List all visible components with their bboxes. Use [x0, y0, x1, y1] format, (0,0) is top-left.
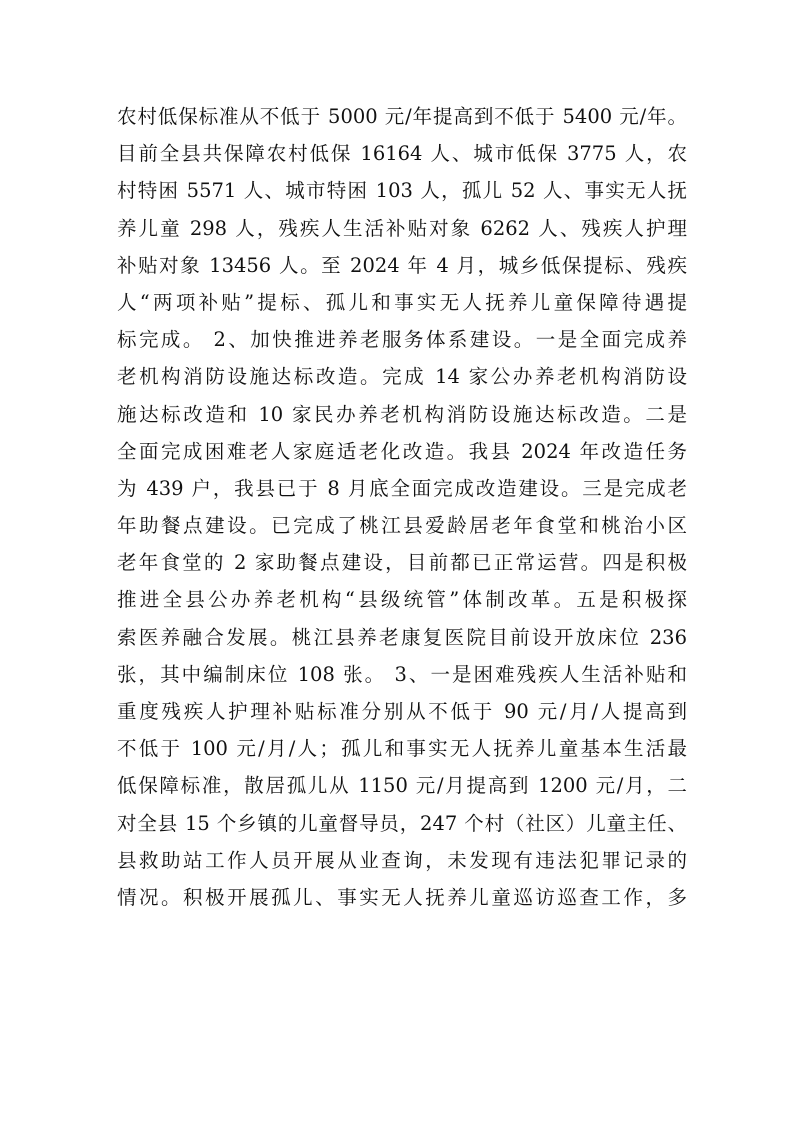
text-line: 情况。积极开展孤儿、事实无人抚养儿童巡访巡查工作，多 — [117, 885, 687, 909]
text-line: 索医养融合发展。桃江县养老康复医院目前设开放床位 236 — [117, 625, 687, 649]
text-line: 目前全县共保障农村低保 16164 人、城市低保 3775 人，农 — [117, 142, 687, 166]
text-line: 全面完成困难老人家庭适老化改造。我县 2024 年改造任务 — [117, 439, 687, 463]
text-line: 人“两项补贴”提标、孤儿和事实无人抚养儿童保障待遇提 — [117, 290, 687, 314]
text-line: 施达标改造和 10 家民办养老机构消防设施达标改造。二是 — [117, 402, 687, 426]
text-line: 农村低保标准从不低于 5000 元/年提高到不低于 5400 元/年。 — [117, 105, 687, 128]
text-line: 补贴对象 13456 人。至 2024 年 4 月，城乡低保提标、残疾 — [117, 253, 687, 277]
text-line: 县救助站工作人员开展从业查询，未发现有违法犯罪记录的 — [117, 848, 687, 872]
text-line: 低保障标准，散居孤儿从 1150 元/月提高到 1200 元/月，二 — [117, 774, 687, 798]
text-line: 重度残疾人护理补贴标准分别从不低于 90 元/月/人提高到 — [117, 700, 687, 723]
text-line: 不低于 100 元/月/人；孤儿和事实无人抚养儿童基本生活最 — [117, 737, 687, 761]
text-line: 对全县 15 个乡镇的儿童督导员，247 个村（社区）儿童主任、 — [117, 811, 687, 835]
text-line: 老年食堂的 2 家助餐点建设，目前都已正常运营。四是积极 — [117, 551, 687, 575]
text-line: 老机构消防设施达标改造。完成 14 家公办养老机构消防设 — [117, 365, 687, 389]
body-text — [117, 98, 687, 916]
text-line: 养儿童 298 人，残疾人生活补贴对象 6262 人、残疾人护理 — [117, 216, 687, 240]
text-line: 张，其中编制床位 108 张。 3、一是困难残疾人生活补贴和 — [117, 662, 687, 686]
text-line: 村特困 5571 人、城市特困 103 人，孤儿 52 人、事实无人抚 — [117, 179, 687, 203]
text-line: 标完成。 2、加快推进养老服务体系建设。一是全面完成养 — [117, 328, 687, 352]
text-line: 年助餐点建设。已完成了桃江县爱龄居老年食堂和桃治小区 — [117, 514, 687, 538]
text-line: 推进全县公办养老机构“县级统管”体制改革。五是积极探 — [117, 588, 687, 612]
text-line: 为 439 户，我县已于 8 月底全面完成改造建设。三是完成老 — [117, 476, 687, 500]
